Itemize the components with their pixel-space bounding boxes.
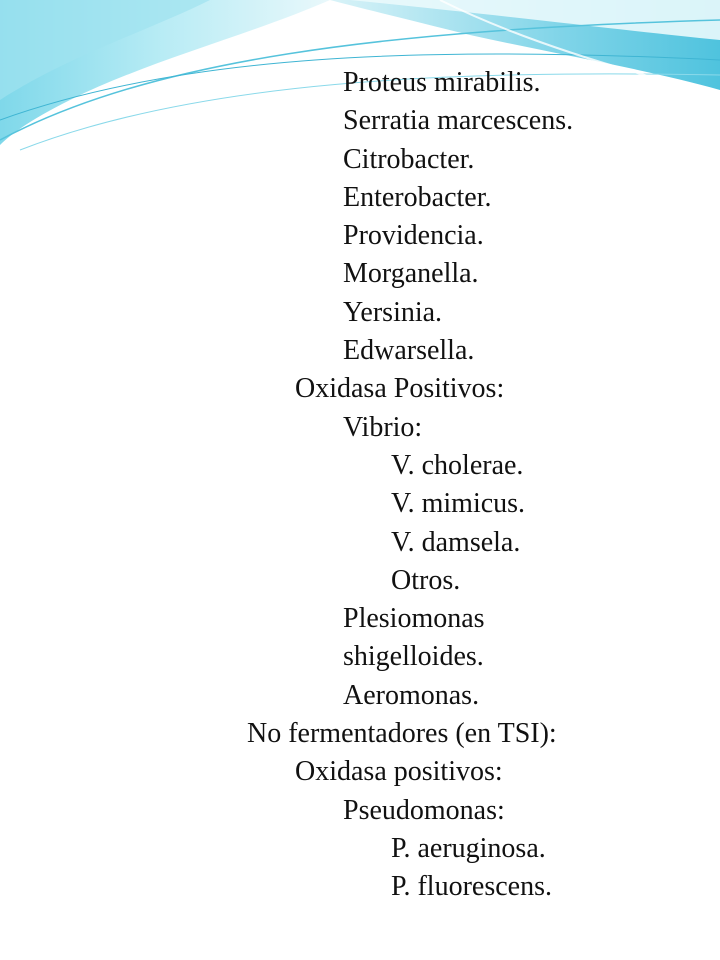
- outline-line: P. fluorescens.: [391, 871, 552, 903]
- outline-line: Pseudomonas:: [343, 794, 505, 826]
- outline-line: Plesiomonas: [343, 603, 485, 635]
- outline-line: V. mimicus.: [391, 488, 526, 520]
- outline-line: Aeromonas.: [343, 679, 480, 711]
- outline-line: Edwarsella.: [343, 335, 475, 367]
- outline-line: V. cholerae.: [391, 449, 524, 481]
- outline-line: Yersinia.: [343, 296, 443, 328]
- outline-line: Serratia marcescens.: [343, 105, 574, 137]
- outline-line: Vibrio:: [343, 411, 423, 443]
- outline-line: Otros.: [391, 564, 461, 596]
- outline-line: Oxidasa Positivos:: [295, 373, 505, 405]
- outline-line: P. aeruginosa.: [391, 832, 546, 864]
- outline-line: Enterobacter.: [343, 181, 492, 213]
- outline-line: Morganella.: [343, 258, 479, 290]
- outline-line: Providencia.: [343, 220, 484, 252]
- outline-line: Citrobacter.: [343, 143, 475, 175]
- outline-line: No fermentadores (en TSI):: [247, 718, 557, 750]
- outline-line: V. damsela.: [391, 526, 521, 558]
- outline-line: Oxidasa positivos:: [295, 756, 503, 788]
- outline-line: Proteus mirabilis.: [343, 67, 541, 98]
- slide-content: [0, 64, 720, 907]
- outline-line: shigelloides.: [343, 641, 484, 673]
